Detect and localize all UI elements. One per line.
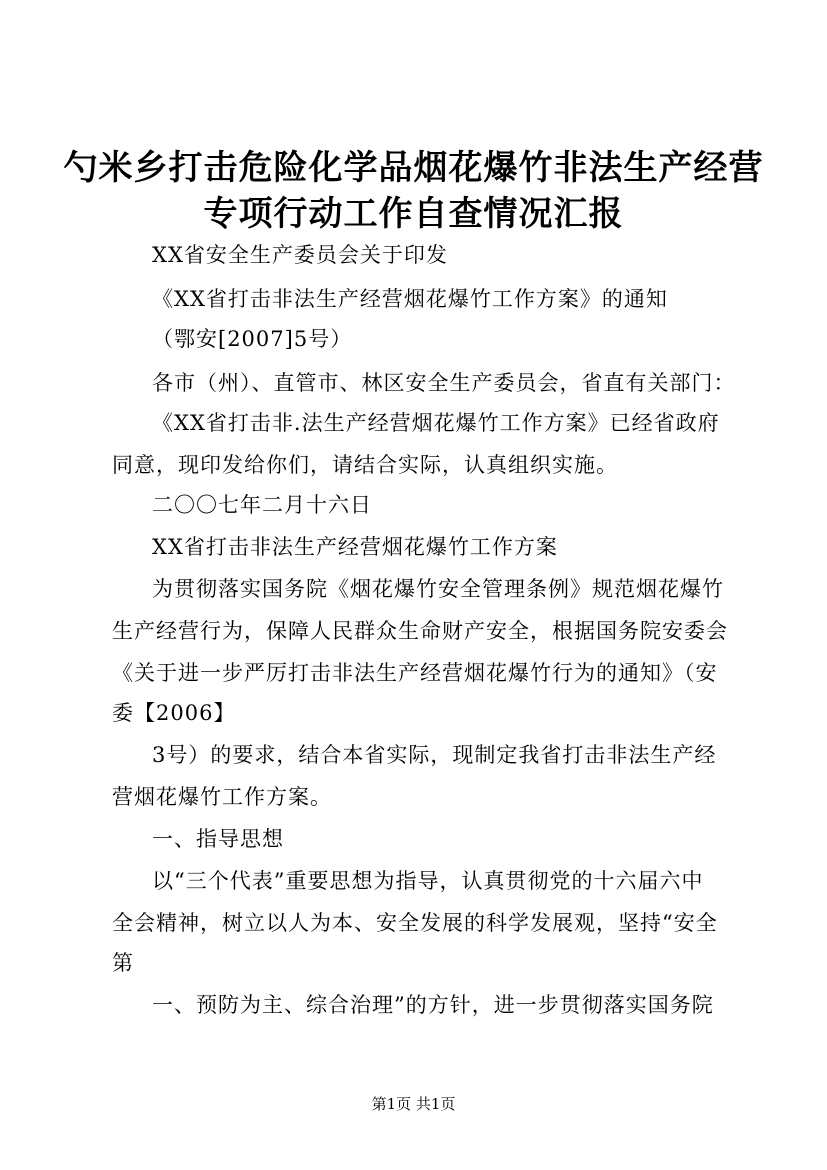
body-line: 委【2006】 — [112, 701, 236, 725]
body-line: 全会精神，树立以人为本、安全发展的科学发展观，坚持“安全 — [112, 911, 718, 935]
body-line: 3号）的要求，结合本省实际，现制定我省打击非法生产经 — [152, 743, 717, 767]
body-line: 为贯彻落实国务院《烟花爆竹安全管理条例》规范烟花爆竹 — [152, 577, 724, 601]
body-line: 《XX省打击非法生产经营烟花爆竹工作方案》的通知 — [152, 287, 668, 311]
body-line: 同意，现印发给你们，请结合实际，认真组织实施。 — [112, 453, 618, 477]
body-line: 《关于进一步严厉打击非法生产经营烟花爆竹行为的通知》（安 — [112, 661, 718, 685]
body-line: 《XX省打击非.法生产经营烟花爆竹工作方案》已经省政府 — [152, 411, 720, 435]
body-line: XX省打击非法生产经营烟花爆竹工作方案 — [152, 535, 558, 559]
body-line: 各市（州）、直管市、林区安全生产委员会，省直有关部门： — [152, 371, 736, 395]
body-line: 一、预防为主、综合治理”的方针，进一步贯彻落实国务院 — [152, 993, 714, 1017]
section-heading: 一、指导思想 — [152, 827, 284, 851]
body-line: 以“三个代表”重要思想为指导，认真贯彻党的十六届六中 — [152, 869, 704, 893]
body-line: （鄂安[2007]5号） — [152, 327, 353, 351]
body-line: XX省安全生产委员会关于印发 — [152, 243, 448, 267]
body-line: 第 — [112, 951, 134, 975]
body-line: 生产经营行为，保障人民群众生命财产安全，根据国务院安委会 — [112, 619, 728, 643]
page-number-footer: 第1页 共1页 — [371, 1095, 456, 1113]
body-line: 二〇〇七年二月十六日 — [152, 493, 372, 517]
body-line: 营烟花爆竹工作方案。 — [112, 785, 332, 809]
document-title-line-2: 专项行动工作自查情况汇报 — [203, 194, 624, 234]
document-title-line-1: 勺米乡打击危险化学品烟花爆竹非法生产经营 — [63, 148, 764, 188]
